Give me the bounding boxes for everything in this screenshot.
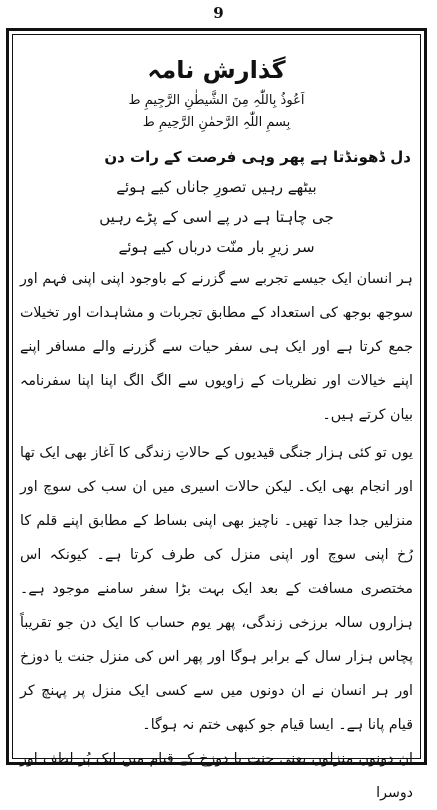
poem-verse: دل ڈھونڈتا ہے پھر وہی فرصت کے رات دن [104, 148, 411, 166]
invocation-bismillah: بِسمِ اللّٰہِ الرَّحمٰنِ الرَّحِیمِ ط [142, 115, 291, 130]
poem-verse: جی چاہتا ہے در پے اسی کے پڑے رہیں [99, 208, 334, 226]
body-paragraph: ان دونوں منزلوں یعنی جنت یا دوزخ کے قیام میں ایک پُر لطف اور دوسرا [20, 751, 413, 801]
page-title: گذارش نامہ [147, 56, 286, 84]
invocation-taawwuz: اَعُوذُ بِاللّٰہِ مِنَ الشَّیطٰنِ الرَّجِیمِ ط [128, 93, 305, 108]
body-paragraph: ہر انسان ایک جیسے تجربے سے گزرنے کے باوجود اپنی اپنی فہم اور سوجھ بوجھ کی استعداد کے مطابق تجربات و مشاہدات اور تخیلات جمع کرتا ہے اور ایک ہی سفر حیات سے گزرنے والے مسافر اپنے اپنے خیالات اور نظریات کے زاویوں سے الگ الگ اپنا اپنا سفرنامہ بیان کرتے ہیں۔ [20, 271, 413, 423]
poem-verse: سر زیرِ بار منّت درباں کیے ہوئے [118, 238, 315, 256]
page-number: 9 [213, 4, 224, 22]
poem-verse: بیٹھے رہیں تصورِ جاناں کیے ہوئے [116, 178, 317, 196]
body-paragraph: یوں تو کئی ہزار جنگی قیدیوں کے حالاتِ زندگی کا آغاز بھی ایک تھا اور انجام بھی ایک۔ لیکن حالات اسیری میں ان سب کی سوچ اور منزلیں جدا جدا تھیں۔ ناچیز بھی اپنی بساط کے مطابق اپنے قلم کا رُخ اپنی سوچ اور اپنی منزل کی طرف کرتا ہے۔ کیونکہ اس مختصری مسافت کے بعد ایک بہت بڑا سفر سامنے موجود ہے۔ ہزاروں سالہ برزخی زندگی، پھر یوم حساب کا ایک دن جو تقریباً پچاس ہزار سال کے برابر ہوگا اور پھر اس کی منزل جنت یا دوزخ اور ہر انسان نے ان دونوں میں سے کسی ایک منزل پر پہنچ کر قیام پانا ہے۔ ایسا قیام جو کبھی ختم نہ ہوگا۔ [20, 445, 413, 733]
page-content [18, 50, 415, 801]
spacer [18, 134, 415, 142]
